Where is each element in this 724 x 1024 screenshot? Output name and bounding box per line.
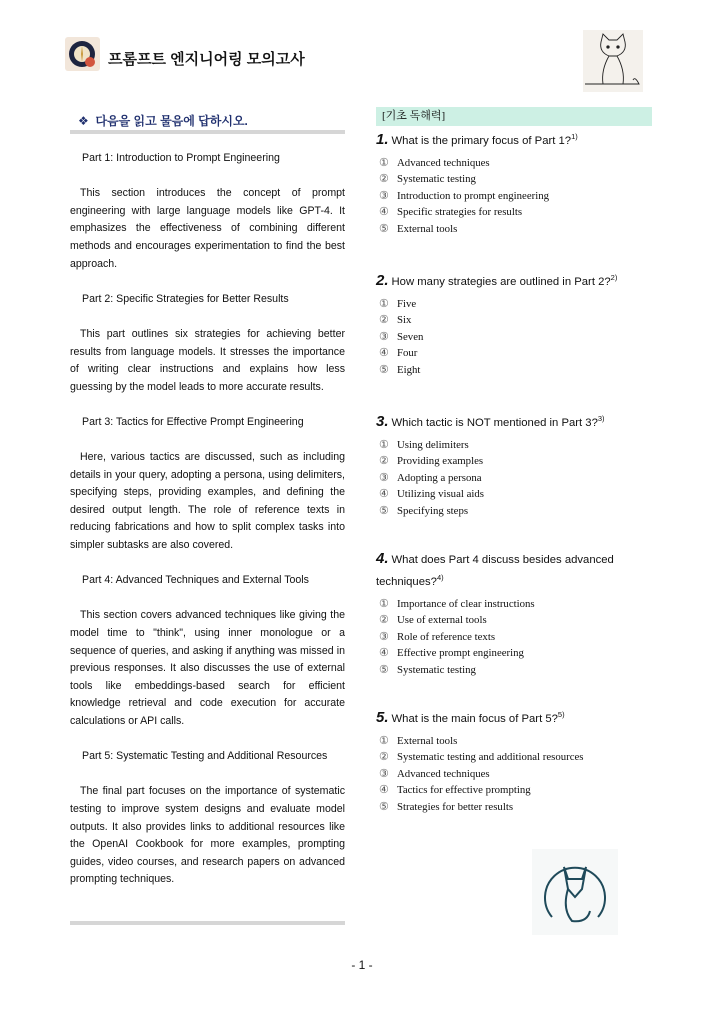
option-text: Systematic testing [397, 173, 476, 186]
passage-part-heading: Part 2: Specific Strategies for Better Results [82, 292, 289, 305]
answer-options [376, 733, 661, 816]
diamond-bullet-icon: ❖ [78, 114, 89, 128]
question-number: 2. [376, 271, 389, 289]
question-number: 5. [376, 708, 389, 726]
option-text: Introduction to prompt engineering [397, 189, 550, 202]
option-number: ② [379, 455, 389, 468]
option-text: Importance of clear instructions [397, 597, 535, 610]
option-text: Five [397, 297, 417, 310]
option-text: Six [397, 314, 412, 327]
option-text: Seven [397, 330, 424, 343]
option-number: ⑤ [379, 800, 389, 813]
answer-option[interactable] [376, 470, 661, 487]
option-text: Systematic testing and additional resources [397, 751, 584, 764]
logo-emblem-icon [65, 37, 100, 71]
answer-option[interactable] [376, 362, 661, 379]
question-text: What does Part 4 discuss besides advanced techniques? [376, 554, 614, 588]
question-stem [376, 410, 661, 432]
option-text: External tools [397, 734, 458, 747]
passage-part-text: This section introduces the concept of prompt engineering with large language models like GPT-4. It emphasizes the effectiveness of combining different methods and encourages experimentation to find the best approach. [70, 187, 345, 270]
option-text: Tactics for effective prompting [397, 784, 531, 797]
option-text: Role of reference texts [397, 630, 496, 643]
answer-option[interactable] [376, 782, 661, 799]
question-stem [376, 550, 661, 591]
option-number: ④ [379, 647, 389, 660]
footnote-marker: 5) [557, 710, 565, 719]
answer-option[interactable] [376, 629, 661, 646]
option-number: ② [379, 614, 389, 627]
option-text: Use of external tools [397, 614, 487, 627]
option-text: Eight [397, 363, 421, 376]
question-number: 4. [376, 550, 389, 567]
option-number: ① [379, 734, 389, 747]
fox-illustration-icon [532, 849, 618, 935]
answer-option[interactable] [376, 453, 661, 470]
answer-option[interactable] [376, 188, 661, 205]
footnote-marker: 1) [571, 132, 578, 141]
option-number: ① [379, 438, 389, 451]
answer-option[interactable] [376, 503, 661, 520]
question-stem [376, 269, 661, 291]
reading-passage [70, 150, 345, 907]
answer-options [376, 437, 661, 520]
answer-option[interactable] [376, 312, 661, 329]
answer-option[interactable] [376, 345, 661, 362]
answer-option[interactable] [376, 799, 661, 816]
answer-option[interactable] [376, 329, 661, 346]
divider [70, 921, 345, 925]
passage-part-heading: Part 5: Systematic Testing and Additional Resources [82, 750, 328, 763]
option-number: ① [379, 597, 389, 610]
option-number: ① [379, 297, 389, 310]
question-stem [376, 706, 661, 728]
answer-options [376, 296, 661, 379]
footnote-marker: 3) [597, 414, 605, 423]
passage-part-text: This section covers advanced techniques like giving the model time to "think", using inner monologue or a sequence of queries, and asking if anything was missed in previous responses. It also discusses the use of external tools like embeddings-based search for efficient knowledge retrieval and code execution for accurate calculations or API calls. [70, 609, 345, 727]
answer-options [376, 155, 661, 238]
cat-illustration-icon [583, 30, 643, 92]
option-number: ④ [379, 347, 389, 360]
option-text: Specific strategies for results [397, 206, 523, 219]
question [376, 269, 661, 378]
option-text: Adopting a persona [397, 471, 482, 484]
option-number: ③ [379, 189, 389, 202]
answer-option[interactable] [376, 171, 661, 188]
answer-option[interactable] [376, 155, 661, 172]
question [376, 550, 661, 678]
divider [70, 130, 345, 134]
passage-part-heading: Part 1: Introduction to Prompt Engineering [82, 152, 280, 164]
option-number: ① [379, 156, 389, 169]
option-text: Advanced techniques [397, 767, 490, 780]
question [376, 706, 661, 815]
option-number: ② [379, 314, 389, 327]
question-text: Which tactic is NOT mentioned in Part 3? [391, 416, 598, 429]
option-number: ④ [379, 488, 389, 501]
option-text: Providing examples [397, 455, 484, 468]
page-number: - 1 - [351, 958, 373, 972]
answer-option[interactable] [376, 221, 661, 238]
option-text: Systematic testing [397, 663, 476, 676]
passage-part-text: This part outlines six strategies for achieving better results from language models. It stresses the importance of writing clear instructions and explains how less guessing by the model leads to more accurate results. [70, 327, 345, 393]
option-text: Utilizing visual aids [397, 488, 484, 501]
passage-part-text: The final part focuses on the importance of systematic testing to improve system designs and evaluate model outputs. It also provides links to additional resources like the OpenAI Cookbook for more examples, prompting guides, video courses, and research papers on advanced prompting techniques. [70, 785, 345, 886]
option-text: Specifying steps [397, 504, 469, 517]
question [376, 410, 661, 519]
option-number: ② [379, 751, 389, 764]
option-number: ④ [379, 206, 389, 219]
answer-option[interactable] [376, 204, 661, 221]
answer-option[interactable] [376, 612, 661, 629]
option-text: Advanced techniques [397, 156, 490, 169]
option-number: ③ [379, 330, 389, 343]
question-number: 3. [376, 412, 389, 430]
instruction-text: 다음을 읽고 물음에 답하시오. [95, 114, 248, 128]
option-text: Strategies for better results [397, 800, 514, 813]
footnote-marker: 2) [610, 273, 618, 282]
question-text: How many strategies are outlined in Part 2? [391, 275, 611, 288]
option-number: ⑤ [379, 222, 389, 235]
answer-option[interactable] [376, 596, 661, 613]
section-tag: [기초 독해력] [376, 107, 652, 126]
option-number: ② [379, 173, 389, 186]
answer-option[interactable] [376, 437, 661, 454]
question-text: What is the main focus of Part 5? [391, 712, 558, 725]
option-text: Using delimiters [397, 438, 469, 451]
option-number: ⑤ [379, 504, 389, 517]
answer-option[interactable] [376, 766, 661, 783]
option-number: ⑤ [379, 363, 389, 376]
answer-option[interactable] [376, 733, 661, 750]
answer-option[interactable] [376, 486, 661, 503]
answer-option[interactable] [376, 645, 661, 662]
option-text: Four [397, 347, 418, 360]
option-text: External tools [397, 222, 458, 235]
option-number: ⑤ [379, 663, 389, 676]
answer-option[interactable] [376, 749, 661, 766]
answer-option[interactable] [376, 662, 661, 679]
question-stem [376, 128, 661, 150]
footnote-marker: 4) [436, 573, 444, 582]
instruction-heading [78, 112, 248, 129]
answer-options [376, 596, 661, 679]
passage-part-heading: Part 3: Tactics for Effective Prompt Engineering [82, 415, 304, 428]
question [376, 128, 661, 237]
option-number: ③ [379, 630, 389, 643]
page-title: 프롬프트 엔지니어링 모의고사 [108, 51, 305, 68]
option-number: ④ [379, 784, 389, 797]
answer-option[interactable] [376, 296, 661, 313]
question-number: 1. [376, 130, 389, 148]
option-number: ③ [379, 471, 389, 484]
question-text: What is the primary focus of Part 1? [391, 134, 572, 147]
passage-part-heading: Part 4: Advanced Techniques and External Tools [82, 574, 309, 587]
option-text: Effective prompt engineering [397, 647, 524, 660]
option-number: ③ [379, 767, 389, 780]
passage-part-text: Here, various tactics are discussed, such as including details in your query, adopting a persona, using delimiters, specifying steps, providing examples, and defining the desired output length. The role of reference texts in reducing fabrications and how to split complex tasks into simpler subtasks are also covered. [70, 451, 345, 552]
